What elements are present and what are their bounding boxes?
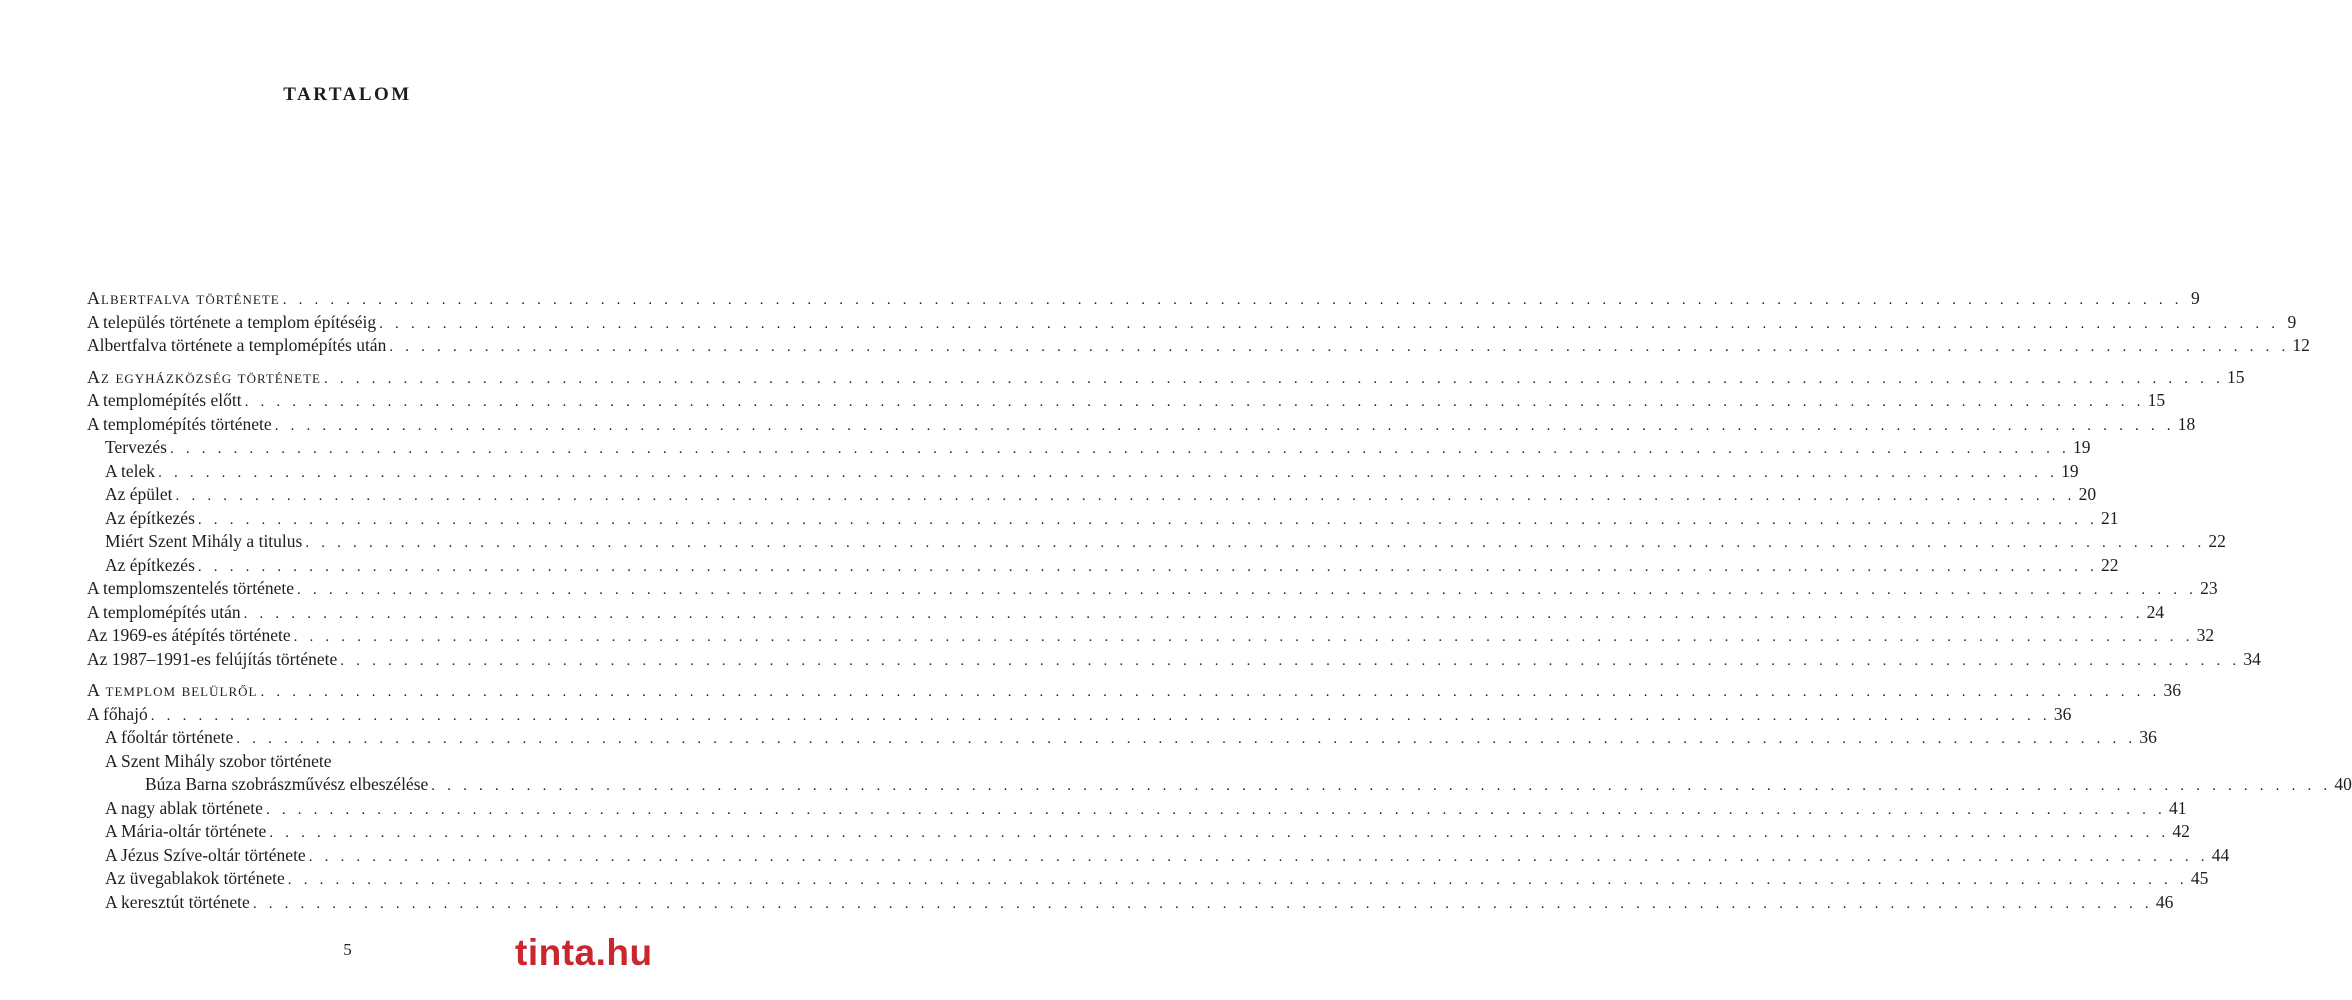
toc-entry-label: A település története a templom építéséig [87,311,377,332]
toc-entry-label: A templomszentelés története [87,578,295,598]
toc-entry [87,413,2196,437]
toc-entry-page: 20 [2078,484,2097,504]
dot-leader: . . . . . . . . . . . . . . . . . . . . . . . . . . . . . . . . . . . . . . . . . . . . . . . . . . . . . . . . . . . . . . . . . . . . . . . . . . . . . . . . . . . . . . . . . . . . . . . . . . . . . . . . . . . . . . . . . . . . . . . . [169,441,2070,457]
toc-entry-page: 23 [2200,578,2218,598]
toc-entry [87,797,2187,821]
dot-leader: . . . . . . . . . . . . . . . . . . . . . . . . . . . . . . . . . . . . . . . . . . . . . . . . . . . . . . . . . . . . . . . . . . . . . . . . . . . . . . . . . . . . . . . . . . . . . . . . . . . . . . . . . . . . . . . . . . . . . . . . [274,417,2175,434]
toc-entry [87,366,2245,390]
toc-entry-label: A templomépítés előtt [87,390,242,410]
toc-entry-page: 42 [2172,821,2190,841]
toc-entry [87,750,610,774]
toc-entry [87,867,2209,891]
toc-entry-page: 46 [2155,891,2174,912]
dot-leader: . . . . . . . . . . . . . . . . . . . . . . . . . . . . . . . . . . . . . . . . . . . . . . . . . . . . . . . . . . . . . . . . . . . . . . . . . . . . . . . . . . . . . . . . . . . . . . . . . . . . . . . . . . . . . . . . . . . . . . . . [305,535,2206,551]
toc-entry-page: 32 [2196,625,2215,645]
toc-entry [87,679,2182,703]
toc-entry-label: Az épület [105,484,173,504]
toc-entry [87,530,2226,554]
toc-entry [87,820,2190,844]
toc-entry-label: Az 1987–1991-es felújítás története [87,648,338,669]
toc-entry [87,287,2200,311]
toc-entry [87,891,2174,915]
toc-entry-label: A templomépítés története [87,413,272,434]
toc-entry-page: 36 [2139,727,2157,747]
page-number: 5 [343,940,352,959]
toc-entry [87,334,2310,358]
toc-entry-label: A keresztút története [105,891,250,912]
toc-entry [87,460,2079,484]
toc-entry-label: Tervezés [105,437,167,457]
toc-entry-page: 24 [2146,601,2165,622]
toc-entry-label: A templomépítés után [87,601,241,622]
table-of-contents [87,287,2352,914]
toc-entry-page: 22 [2208,531,2226,551]
toc-entry-label: A nagy ablak története [105,797,263,818]
toc-entry-page: 9 [2287,311,2297,332]
toc-entry [87,483,2097,507]
dot-leader: . . . . . . . . . . . . . . . . . . . . . . . . . . . . . . . . . . . . . . . . . . . . . . . . . . . . . . . . . . . . . . . . . . . . . . . . . . . . . . . . . . . . . . . . . . . . . . . . . . . . . . . . . . . . . . . . . . . . . . . . [197,558,2098,575]
toc-entry-label: Az építkezés [105,554,195,575]
watermark-logo: tinta.hu [515,932,653,973]
toc-entry-label: Az 1969-es átépítés története [87,625,291,645]
toc-entry-label: Az üvegablakok története [105,868,285,888]
toc-entry-label: A főhajó [87,703,148,724]
toc-entry-label: Búza Barna szobrászművész elbeszélése [145,774,429,794]
toc-entry [87,311,2297,335]
dot-leader: . . . . . . . . . . . . . . . . . . . . . . . . . . . . . . . . . . . . . . . . . . . . . . . . . . . . . . . . . . . . . . . . . . . . . . . . . . . . . . . . . . . . . . . . . . . . . . . . . . . . . . . . . . . . . . . . . . . . . . . . [297,582,2198,598]
dot-leader: . . . . . . . . . . . . . . . . . . . . . . . . . . . . . . . . . . . . . . . . . . . . . . . . . . . . . . . . . . . . . . . . . . . . . . . . . . . . . . . . . . . . . . . . . . . . . . . . . . . . . . . . . . . . . . . . . . . . . . . . [379,315,2280,332]
toc-entry-label: A telek [105,460,156,481]
toc-entry-page: 36 [2053,703,2072,724]
dot-leader: . . . . . . . . . . . . . . . . . . . . . . . . . . . . . . . . . . . . . . . . . . . . . . . . . . . . . . . . . . . . . . . . . . . . . . . . . . . . . . . . . . . . . . . . . . . . . . . . . . . . . . . . . . . . . . . . . . . . . . . . [282,292,2183,308]
toc-entry-label: A Szent Mihály szobor története [105,750,332,771]
toc-entry-page: 41 [2169,797,2187,818]
toc-entry-page: 15 [2227,366,2245,387]
dot-leader: . . . . . . . . . . . . . . . . . . . . . . . . . . . . . . . . . . . . . . . . . . . . . . . . . . . . . . . . . . . . . . . . . . . . . . . . . . . . . . . . . . . . . . . . . . . . . . . . . . . . . . . . . . . . . . . . . . . . . . . . [340,652,2241,669]
dot-leader: . . . . . . . . . . . . . . . . . . . . . . . . . . . . . . . . . . . . . . . . . . . . . . . . . . . . . . . . . . . . . . . . . . . . . . . . . . . . . . . . . . . . . . . . . . . . . . . . . . . . . . . . . . . . . . . . . . . . . . . . [236,731,2137,747]
dot-leader: . . . . . . . . . . . . . . . . . . . . . . . . . . . . . . . . . . . . . . . . . . . . . . . . . . . . . . . . . . . . . . . . . . . . . . . . . . . . . . . . . . . . . . . . . . . . . . . . . . . . . . . . . . . . . . . . . . . . . . . . [260,684,2161,700]
toc-entry-page: 18 [2177,413,2196,434]
toc-entry [87,601,2165,625]
dot-leader: . . . . . . . . . . . . . . . . . . . . . . . . . . . . . . . . . . . . . . . . . . . . . . . . . . . . . . . . . . . . . . . . . . . . . . . . . . . . . . . . . . . . . . . . . . . . . . . . . . . . . . . . . . . . . . . . . . . . . . . . [308,848,2209,865]
dot-leader: . . . . . . . . . . . . . . . . . . . . . . . . . . . . . . . . . . . . . . . . . . . . . . . . . . . . . . . . . . . . . . . . . . . . . . . . . . . . . . . . . . . . . . . . . . . . . . . . . . . . . . . . . . . . . . . . . . . . . . . . [323,370,2225,387]
toc-entry-page: 12 [2292,335,2310,355]
toc-entry-page: 45 [2190,868,2209,888]
toc-entry [87,648,2261,672]
dot-leader: . . . . . . . . . . . . . . . . . . . . . . . . . . . . . . . . . . . . . . . . . . . . . . . . . . . . . . . . . . . . . . . . . . . . . . . . . . . . . . . . . . . . . . . . . . . . . . . . . . . . . . . . . . . . . . . . . . . . . . . . [243,605,2144,622]
dot-leader: . . . . . . . . . . . . . . . . . . . . . . . . . . . . . . . . . . . . . . . . . . . . . . . . . . . . . . . . . . . . . . . . . . . . . . . . . . . . . . . . . . . . . . . . . . . . . . . . . . . . . . . . . . . . . . . . . . . . . . . . [252,895,2153,912]
dot-leader: . . . . . . . . . . . . . . . . . . . . . . . . . . . . . . . . . . . . . . . . . . . . . . . . . . . . . . . . . . . . . . . . . . . . . . . . . . . . . . . . . . . . . . . . . . . . . . . . . . . . . . . . . . . . . . . . . . . . . . . . [293,629,2194,645]
toc-entry-label: Albertfalva története a templomépítés után [87,335,387,355]
toc-entry-label: Miért Szent Mihály a titulus [105,531,303,551]
toc-entry-label: A Jézus Szíve-oltár története [105,844,306,865]
dot-leader: . . . . . . . . . . . . . . . . . . . . . . . . . . . . . . . . . . . . . . . . . . . . . . . . . . . . . . . . . . . . . . . . . . . . . . . . . . . . . . . . . . . . . . . . . . . . . . . . . . . . . . . . . . . . . . . . . . . . . . . . [389,339,2290,355]
toc-entry-page: 34 [2243,648,2261,669]
toc-entry-page: 19 [2061,460,2079,481]
toc-entry-page: 9 [2191,288,2200,308]
dot-leader: . . . . . . . . . . . . . . . . . . . . . . . . . . . . . . . . . . . . . . . . . . . . . . . . . . . . . . . . . . . . . . . . . . . . . . . . . . . . . . . . . . . . . . . . . . . . . . . . . . . . . . . . . . . . . . . . . . . . . . . . [431,778,2332,794]
toc-entry [87,703,2072,727]
toc-entry [87,577,2218,601]
toc-entry [87,624,2215,648]
toc-entry-label: A templom belülről [87,680,258,700]
toc-entry [87,773,2352,797]
toc-entry-page: 44 [2211,844,2230,865]
dot-leader: . . . . . . . . . . . . . . . . . . . . . . . . . . . . . . . . . . . . . . . . . . . . . . . . . . . . . . . . . . . . . . . . . . . . . . . . . . . . . . . . . . . . . . . . . . . . . . . . . . . . . . . . . . . . . . . . . . . . . . . . [265,801,2166,818]
dot-leader: . . . . . . . . . . . . . . . . . . . . . . . . . . . . . . . . . . . . . . . . . . . . . . . . . . . . . . . . . . . . . . . . . . . . . . . . . . . . . . . . . . . . . . . . . . . . . . . . . . . . . . . . . . . . . . . . . . . . . . . . [175,488,2076,504]
toc-entry-page: 15 [2147,390,2166,410]
toc-entry-label: A főoltár története [105,727,234,747]
toc-entry-page: 19 [2073,437,2091,457]
dot-leader: . . . . . . . . . . . . . . . . . . . . . . . . . . . . . . . . . . . . . . . . . . . . . . . . . . . . . . . . . . . . . . . . . . . . . . . . . . . . . . . . . . . . . . . . . . . . . . . . . . . . . . . . . . . . . . . . . . . . . . . . [287,872,2188,888]
toc-entry [87,554,2119,578]
toc-entry [87,389,2166,413]
toc-entry [87,436,2091,460]
dot-leader: . . . . . . . . . . . . . . . . . . . . . . . . . . . . . . . . . . . . . . . . . . . . . . . . . . . . . . . . . . . . . . . . . . . . . . . . . . . . . . . . . . . . . . . . . . . . . . . . . . . . . . . . . . . . . . . . . . . . . . . . [158,464,2059,481]
toc-entry-label: Az egyházközség története [87,366,321,387]
toc-entry [87,507,2119,531]
dot-leader: . . . . . . . . . . . . . . . . . . . . . . . . . . . . . . . . . . . . . . . . . . . . . . . . . . . . . . . . . . . . . . . . . . . . . . . . . . . . . . . . . . . . . . . . . . . . . . . . . . . . . . . . . . . . . . . . . . . . . . . . [150,707,2051,724]
toc-entry-page: 36 [2163,680,2182,700]
dot-leader: . . . . . . . . . . . . . . . . . . . . . . . . . . . . . . . . . . . . . . . . . . . . . . . . . . . . . . . . . . . . . . . . . . . . . . . . . . . . . . . . . . . . . . . . . . . . . . . . . . . . . . . . . . . . . . . . . . . . . . . . [197,511,2098,528]
toc-entry-label: Az építkezés [105,507,195,528]
toc-entry-page: 21 [2100,507,2119,528]
dot-leader: . . . . . . . . . . . . . . . . . . . . . . . . . . . . . . . . . . . . . . . . . . . . . . . . . . . . . . . . . . . . . . . . . . . . . . . . . . . . . . . . . . . . . . . . . . . . . . . . . . . . . . . . . . . . . . . . . . . . . . . . [244,394,2145,410]
toc-entry [87,726,2157,750]
toc-entry-page: 22 [2100,554,2119,575]
toc-entry [87,844,2230,868]
toc-entry-label: Albertfalva története [87,288,280,308]
toc-entry-label: A Mária-oltár története [105,821,267,841]
page-title: TARTALOM [283,84,412,105]
dot-leader: . . . . . . . . . . . . . . . . . . . . . . . . . . . . . . . . . . . . . . . . . . . . . . . . . . . . . . . . . . . . . . . . . . . . . . . . . . . . . . . . . . . . . . . . . . . . . . . . . . . . . . . . . . . . . . . . . . . . . . . . [269,825,2170,841]
toc-entry-page: 40 [2334,774,2352,794]
